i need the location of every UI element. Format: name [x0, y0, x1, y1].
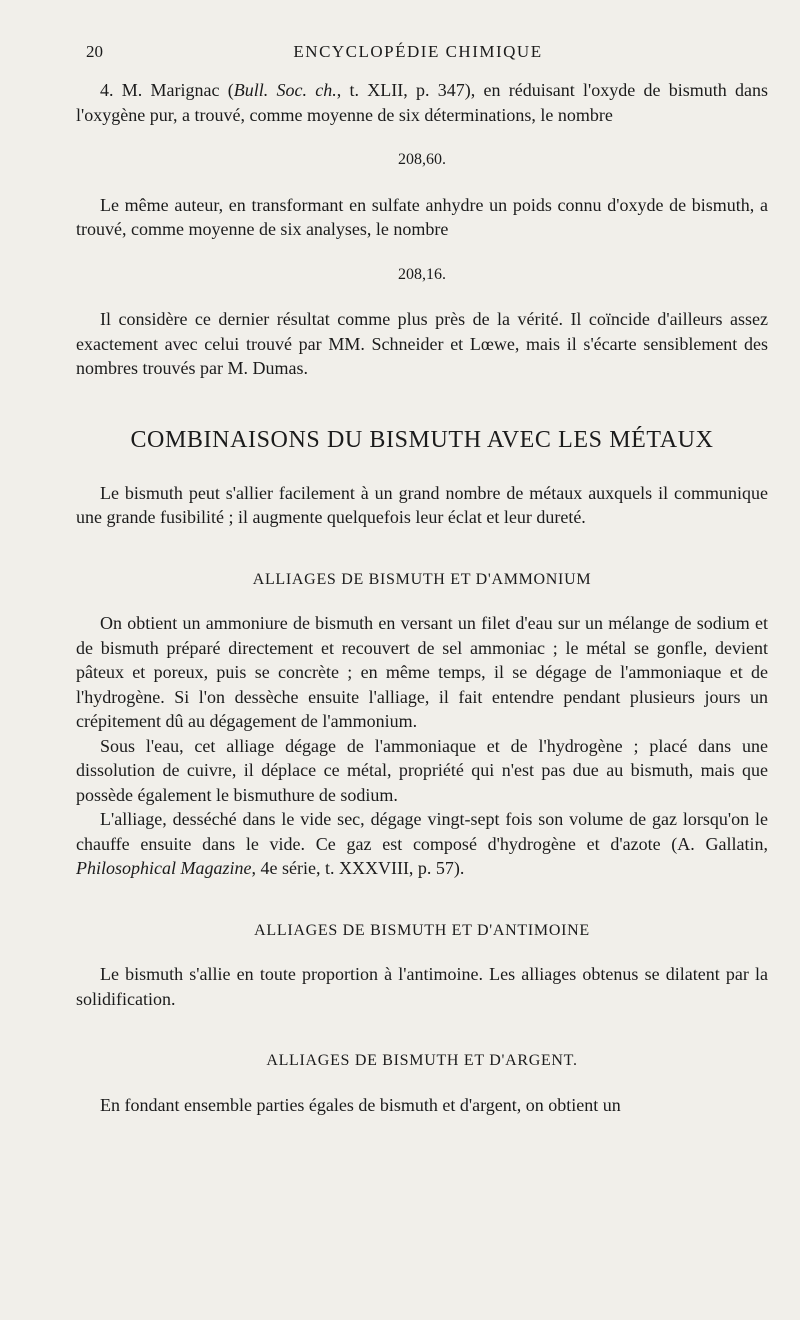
citation-philosophical-magazine: Philosophical Magazine [76, 858, 252, 878]
subsection-title-antimoine: ALLIAGES DE BISMUTH ET D'ANTIMOINE [254, 921, 590, 939]
running-title: ENCYCLOPÉDIE CHIMIQUE [293, 42, 543, 61]
paragraph-intro-alliages: Le bismuth peut s'allier facilement à un grand nombre de métaux auxquels il communique une grande fusibilité ; il augmente quelquefois leur éclat et leur dureté. [76, 482, 768, 527]
citation-bull-soc-ch: Bull. Soc. ch. [233, 80, 337, 100]
paragraph-marignac-text-2: , t. XLII, p. 347), en réduisant l'oxyde de bismuth dans l'oxygène pur, a trouvé, comme moyenne de six déterminations, le nombre [76, 80, 769, 125]
paragraph-marignac [76, 78, 768, 127]
subsection-title-argent: ALLIAGES DE BISMUTH ET D'ARGENT. [266, 1052, 578, 1069]
paragraph-considere: Il considère ce dernier résultat comme plus près de la vérité. Il coïncide d'ailleurs assez exactement avec celui trouvé par MM. Schneider et Lœwe, mais il s'écarte sensiblement des nombres trouvés par M. Dumas. [76, 309, 768, 378]
paragraph-ammonium-2: Sous l'eau, cet alliage dégage de l'ammoniaque et de l'hydrogène ; placé dans une dissolution de cuivre, il déplace ce métal, propriété qui n'est pas due au bismuth, mais que possède également le bismuthure de sodium. [76, 735, 768, 805]
value-208-60: 208,60. [398, 151, 446, 168]
value-208-16: 208,16. [398, 265, 446, 283]
paragraph-ammonium-3-text-2: , 4e série, t. XXXVIII, p. 57). [251, 858, 465, 878]
page-header [76, 42, 760, 66]
paragraph-ammonium-3-text-1: L'alliage, desséché dans le vide sec, dégage vingt-sept fois son volume de gaz lorsqu'on le chauffe ensuite dans le vide. Ce gaz est composé d'hydrogène et d'azote (A. Gallatin, [76, 809, 768, 854]
paragraph-antimoine: Le bismuth s'allie en toute proportion à l'antimoine. Les alliages obtenus se dilatent par la solidification. [76, 964, 768, 1009]
paragraph-meme-auteur: Le même auteur, en transformant en sulfate anhydre un poids connu d'oxyde de bismuth, a trouvé, comme moyenne de six analyses, le nombre [76, 194, 768, 239]
section-title-combinaisons: COMBINAISONS DU BISMUTH AVEC LES MÉTAUX [130, 426, 714, 453]
paragraph-ammonium-3 [76, 807, 768, 881]
paragraph-marignac-text-1: 4. M. Marignac ( [100, 80, 234, 100]
paragraph-argent: En fondant ensemble parties égales de bismuth et d'argent, on obtient un [100, 1094, 621, 1115]
page-body [76, 78, 768, 1117]
page-number: 20 [86, 42, 103, 61]
paragraph-ammonium-1: On obtient un ammoniure de bismuth en versant un filet d'eau sur un mélange de sodium et de bismuth préparé directement et recouvert de sel ammoniac ; le métal se gonfle, devient pâteux et poreux, puis se concrète ; en même temps, il se dégage de l'ammoniaque et de l'hydrogène. Si l'on dessèche ensuite l'alliage, il fait entendre pendant plusieurs jours un crépitement dû au dégagement de l'ammonium. [76, 613, 768, 731]
subsection-title-ammonium: ALLIAGES DE BISMUTH ET D'AMMONIUM [252, 570, 592, 588]
